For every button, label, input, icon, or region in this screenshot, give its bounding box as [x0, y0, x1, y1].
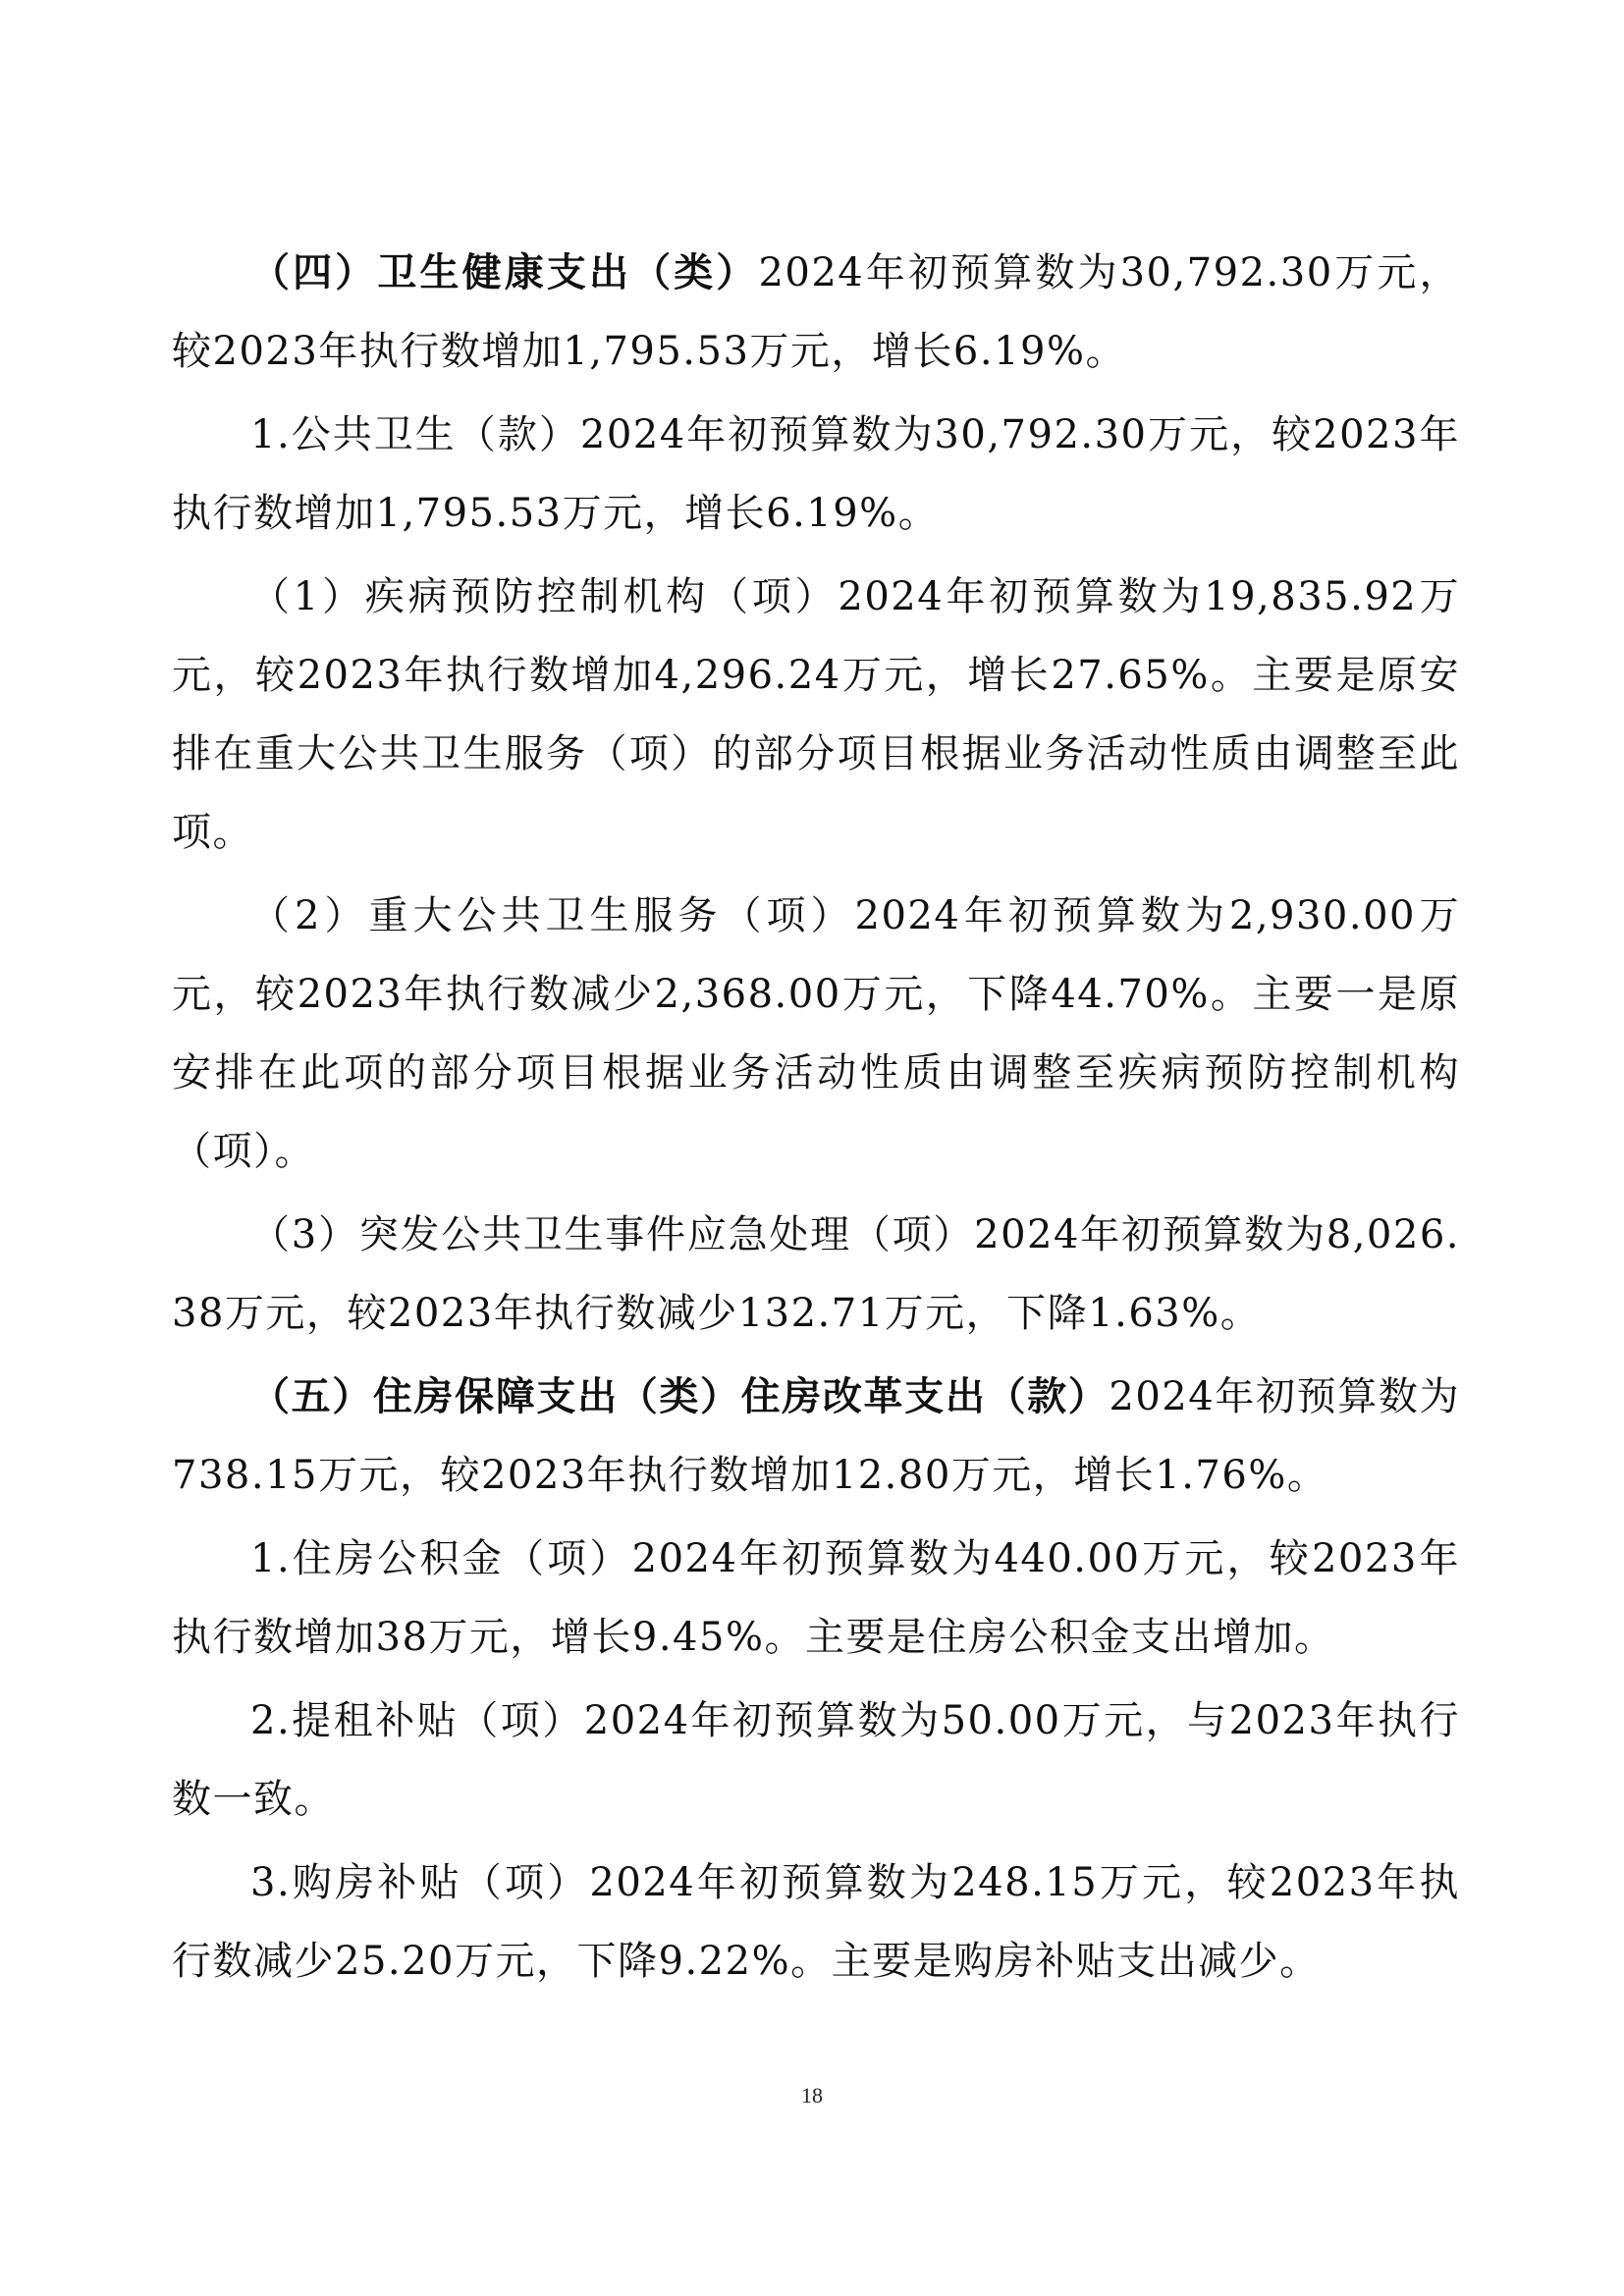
paragraph-housing-fund: 1.住房公积金（项）2024年初预算数为440.00万元，较2023年执行数增加38万元，增长9.45%。主要是住房公积金支出增加。 — [172, 1536, 1460, 1660]
paragraph-text: 2024年初预算数为30,792.30万元，较2023年执行数增加1,795.53万元，增长6.19%。 — [172, 250, 1461, 374]
paragraph-rent-subsidy: 2.提租补贴（项）2024年初预算数为50.00万元，与2023年执行数一致。 — [172, 1698, 1460, 1822]
section-heading-housing — [172, 1358, 1460, 1520]
heading-title: （四）卫生健康支出（类） — [250, 249, 759, 295]
paragraph-disease-control: （1）疾病预防控制机构（项）2024年初预算数为19,835.92万元，较2023年执行数增加4,296.24万元，增长27.65%。主要是原安排在重大公共卫生服务（项）的部分项目根据业务活动性质由调整至此项。 — [172, 574, 1460, 855]
paragraph-major-public-health-services: （2）重大公共卫生服务（项）2024年初预算数为2,930.00万元，较2023年执行数减少2,368.00万元，下降44.70%。主要一是原安排在此项的部分项目根据业务活动性质由调整至疾病预防控制机构（项）。 — [172, 893, 1460, 1174]
paragraph-emergency-response: （3）突发公共卫生事件应急处理（项）2024年初预算数为8,026.38万元，较2023年执行数减少132.71万元，下降1.63%。 — [172, 1212, 1460, 1336]
paragraph-text: 2024年初预算数为738.15万元，较2023年执行数增加12.80万元，增长1.76%。 — [172, 1374, 1461, 1498]
paragraph-purchase-subsidy: 3.购房补贴（项）2024年初预算数为248.15万元，较2023年执行数减少25.20万元，下降9.22%。主要是购房补贴支出减少。 — [172, 1860, 1460, 1984]
document-body — [172, 234, 1460, 2005]
section-heading-health — [172, 234, 1460, 396]
paragraph-public-health: 1.公共卫生（款）2024年初预算数为30,792.30万元，较2023年执行数增加1,795.53万元，增长6.19%。 — [172, 412, 1460, 536]
heading-title: （五）住房保障支出（类）住房改革支出（款） — [250, 1373, 1110, 1419]
page-number: 18 — [801, 2083, 823, 2108]
